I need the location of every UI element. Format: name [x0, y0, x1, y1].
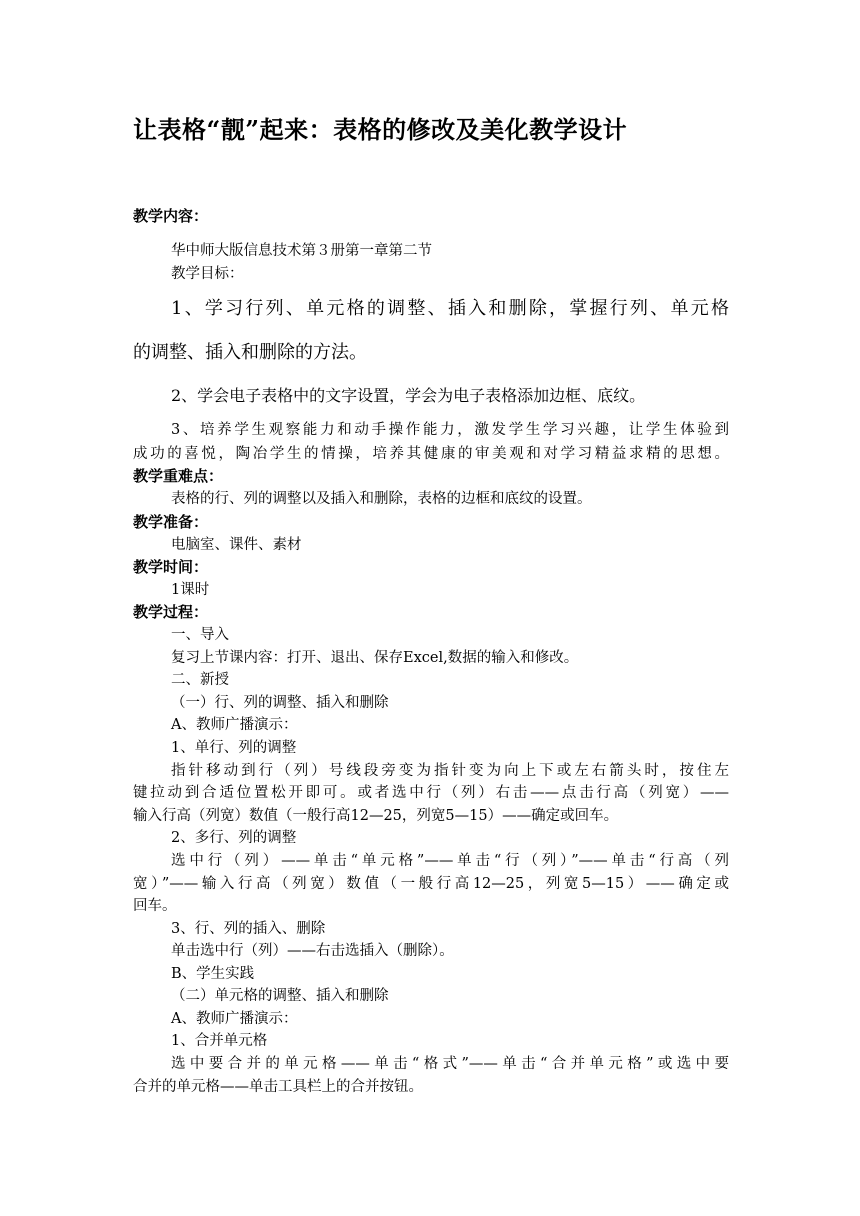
time-text: 1课时	[171, 582, 210, 598]
content-text: 华中师大版信息技术第３册第一章第二节	[171, 243, 432, 259]
paragraph-line: 选中要合并的单元格——单击“格式”——单击“合并单元格”或选中要	[171, 1056, 729, 1072]
paragraph-line: 键拉动到合适位置松开即可。或者选中行（列）右击——点击行高（列宽）——	[133, 785, 729, 801]
process-step: 1、合并单元格	[171, 1033, 268, 1049]
key-points-text: 表格的行、列的调整以及插入和删除，表格的边框和底纹的设置。	[171, 491, 592, 507]
document-title: 让表格“靓”起来：表格的修改及美化教学设计	[133, 115, 628, 144]
objective-1-line-2: 的调整、插入和删除的方法。	[133, 342, 367, 363]
process-step: （一）行、列的调整、插入和删除	[171, 695, 389, 711]
paragraph-line: 选中行（列）——单击“单元格”——单击“行（列）”——单击“行高（列	[171, 853, 729, 869]
objective-3-line-1: 3、培养学生观察能力和动手操作能力，激发学生学习兴趣，让学生体验到	[171, 422, 729, 438]
process-step: （二）单元格的调整、插入和删除	[171, 988, 389, 1004]
process-step: 3、行、列的插入、删除	[171, 921, 326, 937]
process-step: 一、导入	[171, 627, 229, 643]
process-step: 二、新授	[171, 672, 229, 688]
paragraph-line: 指针移动到行（列）号线段旁变为指针变为向上下或左右箭头时，按住左	[171, 763, 729, 779]
process-step: 复习上节课内容：打开、退出、保存Excel,数据的输入和修改。	[171, 650, 579, 666]
process-step: 2、多行、列的调整	[171, 830, 297, 846]
section-heading-preparation: 教学准备：	[133, 513, 209, 531]
section-heading-time: 教学时间：	[133, 558, 209, 576]
process-step: A、教师广播演示：	[171, 1011, 298, 1027]
paragraph-line: 输入行高（列宽）数值（一般行高12—25，列宽5—15）——确定或回车。	[133, 808, 619, 824]
section-heading-content: 教学内容：	[133, 207, 209, 225]
objective-3-line-2: 成功的喜悦，陶冶学生的情操，培养其健康的审美观和对学习精益求精的思想。	[133, 446, 729, 462]
process-step: 单击选中行（列）——右击选插入（删除）。	[171, 943, 454, 959]
process-step: B、学生实践	[171, 966, 255, 982]
process-step: A、教师广播演示：	[171, 717, 298, 733]
paragraph-line: 合并的单元格——单击工具栏上的合并按钮。	[133, 1079, 423, 1095]
preparation-text: 电脑室、课件、素材	[171, 537, 302, 553]
paragraph-line: 宽）”——输入行高（列宽）数值（一般行高12—25，列宽5—15）——确定或	[133, 876, 729, 892]
objective-1-line-1: 1、学习行列、单元格的调整、插入和删除，掌握行列、单元格	[171, 298, 729, 319]
process-step: 1、单行、列的调整	[171, 740, 297, 756]
section-heading-key-points: 教学重难点：	[133, 467, 224, 485]
section-heading-process: 教学过程：	[133, 603, 209, 621]
paragraph-line: 回车。	[133, 898, 177, 914]
objectives-label: 教学目标：	[171, 266, 244, 282]
objective-2: 2、学会电子表格中的文字设置，学会为电子表格添加边框、底纹。	[171, 386, 646, 405]
